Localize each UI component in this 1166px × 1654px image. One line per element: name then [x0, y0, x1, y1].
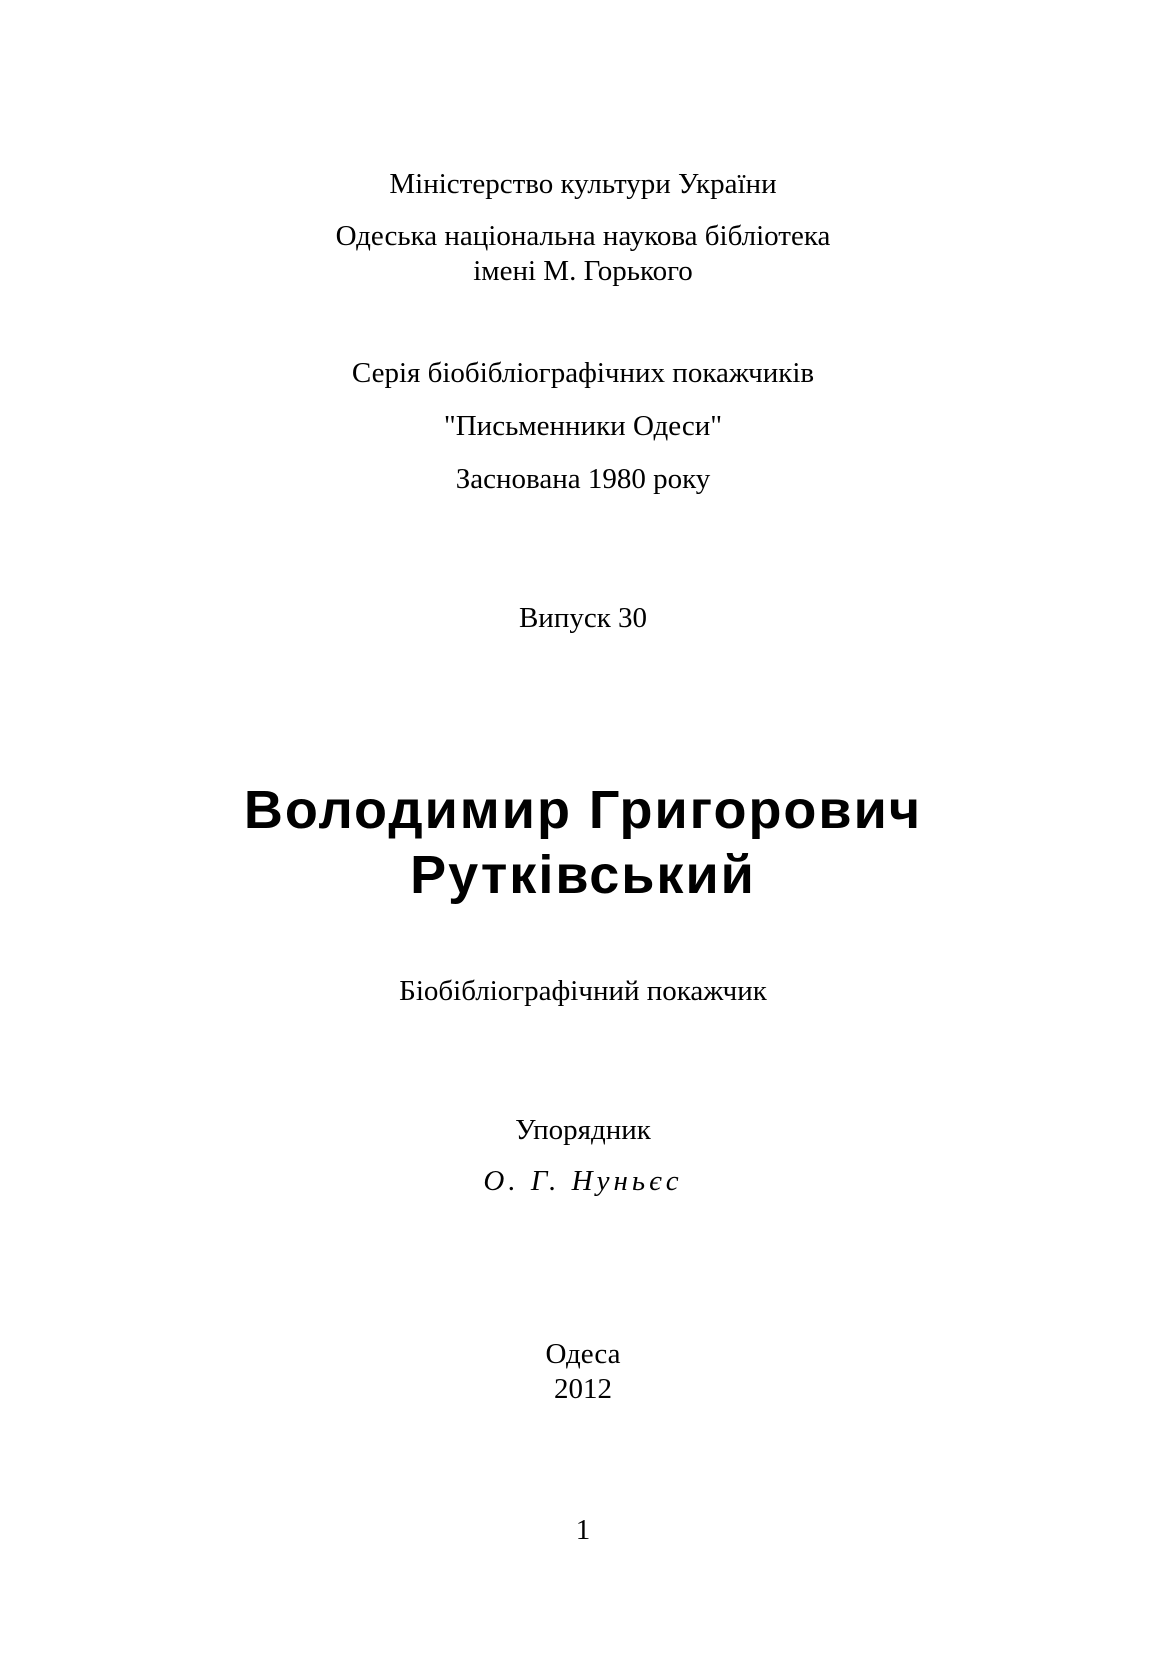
page-number: 1 — [575, 1514, 591, 1546]
imprint-year: 2012 — [554, 1373, 612, 1405]
library-name: Одеська національна наукова бібліотека — [335, 220, 831, 252]
main-title-line2: Рутківський — [410, 845, 756, 905]
ministry-name: Міністерство культури України — [389, 168, 777, 200]
imprint-city: Одеса — [545, 1338, 621, 1370]
main-title-line1: Володимир Григорович — [243, 780, 923, 840]
compiler-name: О. Г. Нуньєс — [483, 1165, 683, 1197]
compiler-label: Упорядник — [515, 1114, 651, 1146]
series-name: Серія біобібліографічних покажчиків — [351, 357, 815, 389]
issue-number: Випуск 30 — [518, 602, 648, 634]
series-founded: Заснована 1980 року — [455, 463, 711, 495]
library-name-dedication: імені М. Горького — [473, 255, 693, 287]
document-subtitle: Біобібліографічний покажчик — [399, 975, 767, 1007]
series-title: "Письменники Одеси" — [443, 410, 723, 442]
